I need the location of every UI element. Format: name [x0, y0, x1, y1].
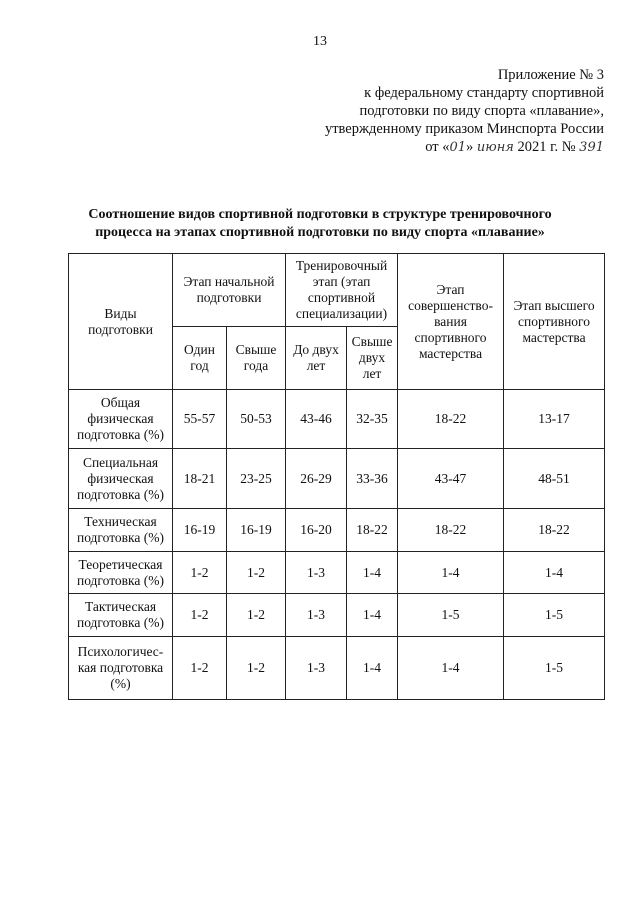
header-stage-training: Тренировочный этап (этап спортивной специализации)	[286, 254, 398, 327]
training-ratio-table	[68, 253, 605, 700]
cell-up-to-two-years: 43-46	[286, 390, 347, 449]
row-name: Общая физическая подготовка (%)	[69, 390, 173, 449]
appendix-standard: к федеральному стандарту спортивной	[364, 85, 604, 101]
order-day: 01	[449, 140, 467, 155]
header-over-two-years: Свыше двух лет	[347, 327, 398, 390]
header-stage-highest: Этап высшего спортивного мастерства	[504, 254, 605, 390]
cell-highest: 13-17	[504, 390, 605, 449]
cell-over-year: 1-2	[227, 637, 286, 700]
title-line-2: процесса на этапах спортивной подготовки по виду спорта «плавание»	[95, 225, 545, 240]
cell-improvement: 18-22	[398, 509, 504, 552]
cell-over-two-years: 1-4	[347, 552, 398, 594]
table-row	[69, 449, 605, 509]
table-row	[69, 594, 605, 637]
cell-highest: 18-22	[504, 509, 605, 552]
cell-up-to-two-years: 1-3	[286, 552, 347, 594]
cell-highest: 1-4	[504, 552, 605, 594]
header-stage-improvement: Этап совершенство-вания спортивного мастерства	[398, 254, 504, 390]
table-row	[69, 509, 605, 552]
header-over-year: Свыше года	[227, 327, 286, 390]
header-types: Виды подготовки	[69, 254, 173, 390]
cell-improvement: 1-4	[398, 552, 504, 594]
order-year: 2021 г. №	[517, 139, 576, 155]
appendix-header	[304, 66, 604, 157]
cell-improvement: 18-22	[398, 390, 504, 449]
header-one-year: Один год	[173, 327, 227, 390]
order-from-label: от «	[425, 139, 450, 155]
cell-up-to-two-years: 1-3	[286, 594, 347, 637]
cell-one-year: 1-2	[173, 637, 227, 700]
cell-up-to-two-years: 1-3	[286, 637, 347, 700]
cell-one-year: 18-21	[173, 449, 227, 509]
page-number: 13	[313, 34, 327, 49]
cell-highest: 48-51	[504, 449, 605, 509]
row-name: Психологичес-кая подготовка (%)	[69, 637, 173, 700]
cell-over-year: 1-2	[227, 552, 286, 594]
table-row	[69, 637, 605, 700]
cell-over-two-years: 33-36	[347, 449, 398, 509]
cell-up-to-two-years: 16-20	[286, 509, 347, 552]
appendix-approved: утвержденному приказом Минспорта России	[324, 121, 604, 137]
cell-one-year: 16-19	[173, 509, 227, 552]
cell-improvement: 1-5	[398, 594, 504, 637]
row-name: Теоретическая подготовка (%)	[69, 552, 173, 594]
cell-over-two-years: 32-35	[347, 390, 398, 449]
cell-over-two-years: 18-22	[347, 509, 398, 552]
cell-one-year: 1-2	[173, 552, 227, 594]
row-name: Техническая подготовка (%)	[69, 509, 173, 552]
cell-one-year: 1-2	[173, 594, 227, 637]
cell-improvement: 1-4	[398, 637, 504, 700]
cell-over-two-years: 1-4	[347, 594, 398, 637]
cell-over-year: 50-53	[227, 390, 286, 449]
order-quote-close: »	[466, 139, 474, 155]
order-number: 391	[579, 140, 604, 155]
cell-highest: 1-5	[504, 637, 605, 700]
cell-up-to-two-years: 26-29	[286, 449, 347, 509]
cell-one-year: 55-57	[173, 390, 227, 449]
cell-highest: 1-5	[504, 594, 605, 637]
header-up-to-two-years: До двух лет	[286, 327, 347, 390]
cell-over-two-years: 1-4	[347, 637, 398, 700]
document-title	[40, 206, 600, 242]
cell-over-year: 23-25	[227, 449, 286, 509]
appendix-number: Приложение № 3	[497, 67, 604, 83]
row-name: Тактическая подготовка (%)	[69, 594, 173, 637]
appendix-order-line	[304, 138, 604, 157]
header-stage-initial: Этап начальной подготовки	[173, 254, 286, 327]
table-row	[69, 552, 605, 594]
title-line-1: Соотношение видов спортивной подготовки в структуре тренировочного	[88, 207, 552, 222]
table-row	[69, 390, 605, 449]
order-month: июня	[476, 140, 514, 155]
cell-over-year: 1-2	[227, 594, 286, 637]
appendix-sport: подготовки по виду спорта «плавание»,	[359, 103, 604, 119]
cell-over-year: 16-19	[227, 509, 286, 552]
cell-improvement: 43-47	[398, 449, 504, 509]
row-name: Специальная физическая подготовка (%)	[69, 449, 173, 509]
